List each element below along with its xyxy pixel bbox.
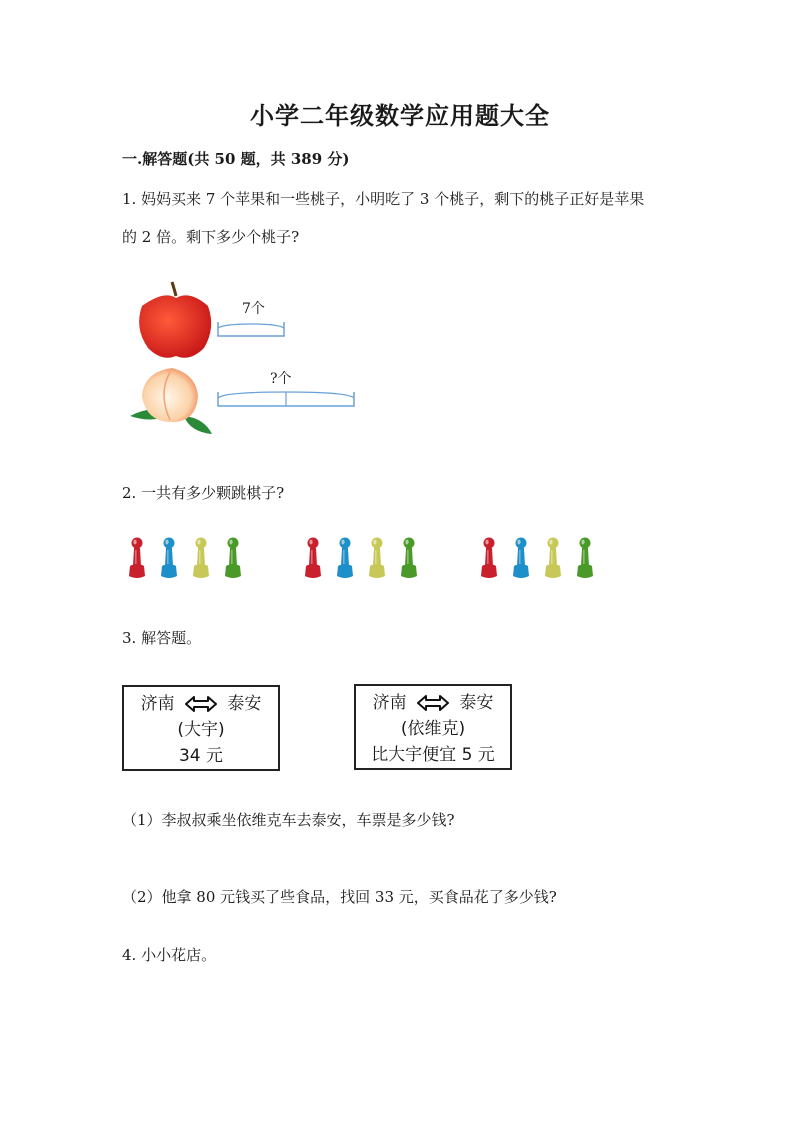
chess-piece-group [480, 536, 594, 580]
chess-piece-icon [544, 536, 562, 580]
question-3-sub-1: （1）李叔叔乘坐依维克车去泰安，车票是多少钱? [122, 811, 455, 829]
chess-piece-group [304, 536, 418, 580]
ticket-bus-type: (大宇) [177, 720, 225, 740]
chess-piece-icon [224, 536, 242, 580]
question-2: 2. 一共有多少颗跳棋子? [122, 484, 285, 502]
peach-count-label: ?个 [270, 371, 292, 387]
apple-count-label: 7个 [242, 301, 265, 317]
ticket-bus-type: (依维克) [400, 719, 466, 739]
chess-piece-icon [160, 536, 178, 580]
ticket-route [124, 691, 278, 717]
chess-piece-icon [368, 536, 386, 580]
question-1-line-2: 的 2 倍。剩下多少个桃子? [122, 228, 300, 246]
ticket-from: 济南 [372, 693, 407, 713]
page-title: 小学二年级数学应用题大全 [250, 101, 550, 130]
question-4: 4. 小小花店。 [122, 946, 217, 964]
ticket-price: 34 元 [178, 746, 224, 766]
peach-icon [130, 368, 212, 434]
question-3-sub-2: （2）他拿 80 元钱买了些食品，找回 33 元，买食品花了多少钱? [122, 888, 557, 906]
chess-piece-icon [128, 536, 146, 580]
ticket-route [356, 690, 510, 716]
double-arrow-icon [416, 695, 450, 711]
question-1-figure [124, 276, 364, 441]
ticket-price: 比大宇便宜 5 元 [371, 745, 495, 765]
ticket-from: 济南 [140, 694, 175, 714]
chess-piece-icon [480, 536, 498, 580]
section-heading: 一.解答题(共 50 题，共 389 分) [122, 150, 350, 168]
chess-piece-icon [576, 536, 594, 580]
apple-count-brace [218, 322, 284, 336]
chess-piece-icon [512, 536, 530, 580]
question-3: 3. 解答题。 [122, 629, 202, 647]
double-arrow-icon [184, 696, 218, 712]
ticket-to: 泰安 [227, 694, 262, 714]
chess-piece-icon [400, 536, 418, 580]
ticket-yiweike [354, 684, 512, 770]
chess-piece-icon [304, 536, 322, 580]
apple-icon [139, 282, 211, 358]
chess-piece-group [128, 536, 242, 580]
question-1-line-1: 1. 妈妈买来 7 个苹果和一些桃子，小明吃了 3 个桃子，剩下的桃子正好是苹果 [122, 190, 645, 208]
chess-pieces-row [128, 536, 594, 580]
ticket-dayu [122, 685, 280, 771]
peach-count-brace [218, 392, 354, 406]
ticket-to: 泰安 [459, 693, 494, 713]
chess-piece-icon [336, 536, 354, 580]
chess-piece-icon [192, 536, 210, 580]
